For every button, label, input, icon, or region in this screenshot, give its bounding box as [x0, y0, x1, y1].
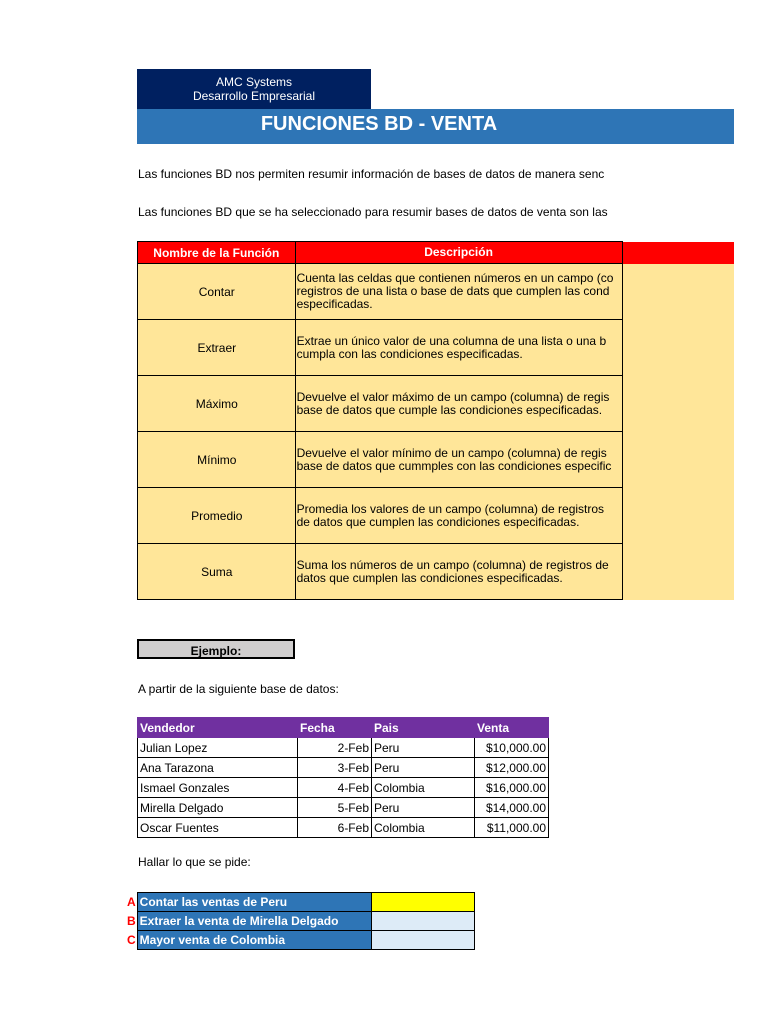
sales-table — [137, 717, 549, 838]
row-extension — [622, 544, 733, 600]
header-vendedor: Vendedor — [138, 718, 298, 738]
function-description — [295, 320, 622, 376]
cell-pais: Peru — [372, 758, 475, 778]
brand-line2: Desarrollo Empresarial — [192, 89, 316, 103]
header-function-name: Nombre de la Función — [138, 242, 296, 264]
cell-fecha: 5-Feb — [298, 798, 372, 818]
desc-line: Extrae un único valor de una columna de una lista o una b — [296, 334, 607, 348]
question-row — [127, 912, 474, 931]
cell-pais: Peru — [372, 738, 475, 758]
table-row — [138, 488, 734, 544]
table-row — [138, 778, 549, 798]
cell-venta: $14,000.00 — [475, 798, 549, 818]
table-row — [138, 798, 549, 818]
cell-pais: Colombia — [372, 778, 475, 798]
cell-vendedor: Julian Lopez — [138, 738, 298, 758]
cell-fecha: 2-Feb — [298, 738, 372, 758]
question-row — [127, 893, 474, 912]
table-row — [138, 738, 549, 758]
desc-line: base de datos que cummples con las condiciones especific — [296, 459, 612, 473]
functions-table-header — [138, 242, 734, 264]
desc-line: cumpla con las condiciones especificadas. — [296, 347, 523, 361]
table-row — [138, 264, 734, 320]
desc-line: base de datos que cumple las condiciones especificadas. — [296, 403, 603, 417]
intro-text-1: Las funciones BD nos permiten resumir información de bases de datos de manera senc — [138, 167, 605, 181]
question-label: Contar las ventas de Peru — [137, 893, 371, 912]
table-row — [138, 544, 734, 600]
ejemplo-label: Ejemplo: — [137, 639, 295, 659]
cell-venta: $16,000.00 — [475, 778, 549, 798]
page-title: FUNCIONES BD - VENTA — [260, 113, 498, 135]
function-description — [295, 264, 622, 320]
cell-fecha: 6-Feb — [298, 818, 372, 838]
desc-line: Devuelve el valor mínimo de un campo (columna) de regis — [296, 446, 607, 460]
function-name: Promedio — [138, 488, 296, 544]
questions-intro: Hallar lo que se pide: — [138, 855, 251, 869]
question-letter: A — [127, 895, 136, 909]
desc-line: datos que cumplen las condiciones especificadas. — [296, 571, 563, 585]
cell-fecha: 3-Feb — [298, 758, 372, 778]
desc-line: de datos que cumplen las condiciones especificadas. — [296, 515, 580, 529]
function-description — [295, 488, 622, 544]
desc-line: registros de una lista o base de dats que cumplen las cond — [296, 285, 610, 298]
cell-vendedor: Mirella Delgado — [138, 798, 298, 818]
function-name: Extraer — [138, 320, 296, 376]
cell-vendedor: Ismael Gonzales — [138, 778, 298, 798]
table-row — [138, 758, 549, 778]
question-row — [127, 931, 474, 950]
cell-venta: $12,000.00 — [475, 758, 549, 778]
row-extension — [622, 264, 733, 320]
desc-line: Promedia los valores de un campo (columna) de registros — [296, 502, 605, 516]
cell-pais: Peru — [372, 798, 475, 818]
sales-table-header — [138, 718, 549, 738]
answer-cell[interactable] — [371, 912, 474, 931]
question-letter: B — [127, 914, 136, 928]
data-intro: A partir de la siguiente base de datos: — [138, 682, 339, 696]
question-letter: C — [127, 933, 136, 947]
cell-pais: Colombia — [372, 818, 475, 838]
table-row — [138, 818, 549, 838]
question-label: Mayor venta de Colombia — [137, 931, 371, 950]
function-name: Mínimo — [138, 432, 296, 488]
function-name: Suma — [138, 544, 296, 600]
table-row — [138, 376, 734, 432]
table-row — [138, 432, 734, 488]
function-name: Contar — [138, 264, 296, 320]
function-description — [295, 432, 622, 488]
function-description — [295, 376, 622, 432]
cell-venta: $11,000.00 — [475, 818, 549, 838]
row-extension — [622, 320, 733, 376]
question-label: Extraer la venta de Mirella Delgado — [137, 912, 371, 931]
header-venta: Venta — [475, 718, 549, 738]
row-extension — [622, 376, 733, 432]
cell-venta: $10,000.00 — [475, 738, 549, 758]
header-fecha: Fecha — [298, 718, 372, 738]
cell-vendedor: Ana Tarazona — [138, 758, 298, 778]
row-extension — [622, 432, 733, 488]
questions-table — [127, 892, 475, 950]
answer-cell[interactable] — [371, 893, 474, 912]
functions-table — [137, 241, 734, 600]
table-row — [138, 320, 734, 376]
function-description — [295, 544, 622, 600]
title-banner — [137, 109, 734, 144]
function-name: Máximo — [138, 376, 296, 432]
row-extension — [622, 488, 733, 544]
intro-text-2: Las funciones BD que se ha seleccionado para resumir bases de datos de venta son las — [138, 205, 608, 219]
cell-vendedor: Oscar Fuentes — [138, 818, 298, 838]
brand-box — [137, 69, 371, 109]
brand-line1: AMC Systems — [215, 75, 292, 89]
answer-cell[interactable] — [371, 931, 474, 950]
header-pais: Pais — [372, 718, 475, 738]
header-extension — [622, 242, 733, 264]
header-description: Descripción — [295, 242, 622, 264]
cell-fecha: 4-Feb — [298, 778, 372, 798]
desc-line: especificadas. — [296, 298, 373, 311]
desc-line: Devuelve el valor máximo de un campo (columna) de regis — [296, 390, 610, 404]
desc-line: Cuenta las celdas que contienen números en un campo (co — [296, 272, 614, 285]
desc-line: Suma los números de un campo (columna) de registros de — [296, 558, 609, 572]
